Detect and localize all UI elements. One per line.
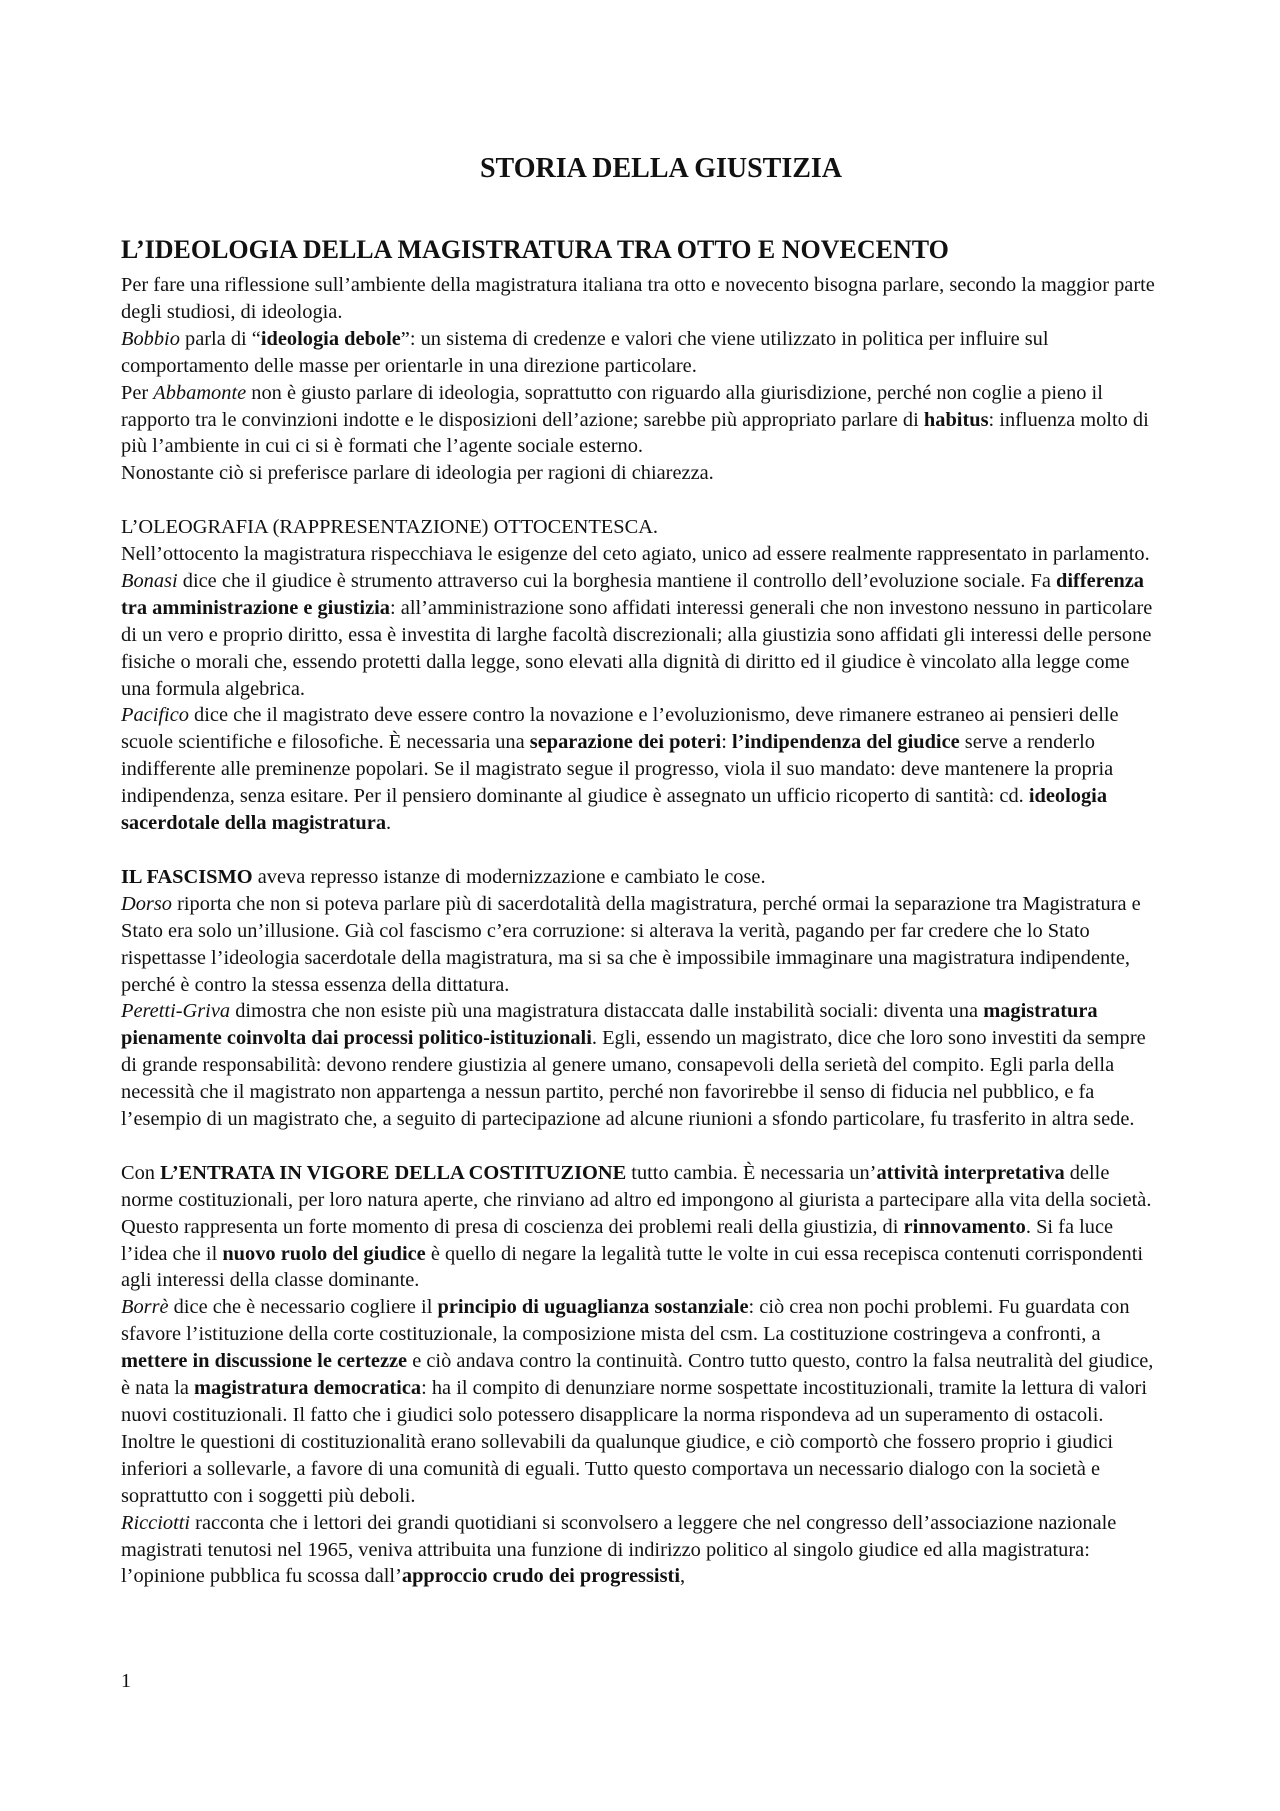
text: : ciò crea non pochi problemi. Fu guardata con sfavore l’istituzione della corte costituzionale, la composizione mista del csm. La costituzione costringeva a confronti, a — [121, 1296, 1130, 1346]
intro-paragraph-4 — [121, 460, 1161, 487]
page-number: 1 — [121, 1670, 131, 1692]
spacer — [121, 487, 1161, 514]
bold-term: approccio crudo dei progressisti — [401, 1565, 680, 1588]
page-content — [121, 150, 1161, 1590]
text: e ciò andava contro la continuità. Contro tutto questo, contro la falsa neutralità del giudice, è nata la — [121, 1350, 1154, 1400]
text: non è giusto parlare di ideologia, soprattutto con riguardo alla giurisdizione, perché non coglie a pieno il rapporto tra le convinzioni indotte e le disposizioni dell’azione; sarebbe più appropriato parlare di — [121, 381, 1103, 431]
text: aveva represso istanze di modernizzazione e cambiato le cose. — [252, 865, 766, 888]
text: riporta che non si poteva parlare più di sacerdotalità della magistratura, perché ormai la separazione tra Magistratura e Stato era solo un’illusione. Già col fascismo c’era corruzione: si alterava la verità, pagando per far credere che lo Stato rispettasse l’ideologia sacerdotale della magistratura, ma si sa che è impossibile immaginare una magistratura indipendente, perché è contro la stessa essenza della dittatura. — [121, 892, 1141, 996]
text: parla di “ — [179, 327, 261, 350]
bold-term: magistratura democratica — [194, 1377, 422, 1400]
author-ricciotti: Ricciotti — [121, 1511, 191, 1534]
text: tutto cambia. È necessaria un’ — [626, 1161, 877, 1184]
text: dice che il giudice è strumento attraverso cui la borghesia mantiene il controllo dell’evoluzione sociale. Fa — [177, 569, 1057, 592]
costituzione-paragraph-borre — [121, 1294, 1161, 1509]
bold-term: IL FASCISMO — [121, 865, 253, 888]
bold-term: habitus — [923, 408, 989, 431]
bold-term: attività interpretativa — [876, 1161, 1065, 1184]
bold-term: mettere in discussione le certezze — [121, 1350, 408, 1373]
chapter-heading: L’IDEOLOGIA DELLA MAGISTRATURA TRA OTTO E NOVECENTO — [121, 235, 949, 264]
author-dorso: Dorso — [121, 892, 172, 915]
fascismo-paragraph-peretti-griva — [121, 998, 1161, 1133]
text: : ha il compito di denunziare norme sospettate incostituzionali, tramite la lettura di valori nuovi costituzionali. Il fatto che i giudici solo potessero disapplicare la norma rispondeva ad un superamento di ostacoli. Inoltre le questioni di costituzionalità erano sollevabili da qualunque giudice, e ciò comportò che fossero proprio i giudici inferiori a sollevarle, a favore di una comunità di eguali. Tutto questo comportava un necessario dialogo con la società e soprattutto con i soggetti più deboli. — [121, 1377, 1148, 1507]
document-title: STORIA DELLA GIUSTIZIA — [479, 153, 843, 184]
spacer — [121, 1133, 1161, 1160]
bold-term: separazione dei poteri — [529, 731, 722, 754]
text: Nell’ottocento la magistratura rispecchiava le esigenze del ceto agiato, unico ad essere realmente rappresentato in parlamento. — [121, 543, 1150, 566]
text: dimostra che non esiste più una magistratura distaccata dalle instabilità sociali: diventa una — [230, 1000, 984, 1023]
bold-term: L’ENTRATA IN VIGORE DELLA COSTITUZIONE — [160, 1161, 627, 1184]
bold-term: differenza tra amministrazione e giustizia — [121, 569, 1145, 619]
text: dice che il magistrato deve essere contro la novazione e l’evoluzionismo, deve rimanere estraneo ai pensieri delle scuole scientifiche e filosofiche. È necessaria una — [121, 704, 1119, 754]
intro-paragraph-bobbio — [121, 326, 1161, 380]
costituzione-paragraph-1 — [121, 1160, 1161, 1295]
fascismo-paragraph-dorso — [121, 891, 1161, 999]
section-heading-text: L’OLEOGRAFIA (RAPPRESENTAZIONE) OTTOCENTESCA. — [121, 516, 659, 539]
costituzione-paragraph-ricciotti — [121, 1510, 1161, 1591]
bold-term: l’indipendenza del giudice — [731, 731, 960, 754]
bold-term: principio di uguaglianza sostanziale — [437, 1296, 749, 1319]
text: serve a renderlo indifferente alle preminenze popolari. Se il magistrato segue il progresso, viola il suo mandato: deve mantenere la propria indipendenza, senza esitare. Per il pensiero dominante al giudice è assegnato un ufficio ricoperto di santità: cd. — [121, 731, 1114, 808]
text: Con — [121, 1161, 161, 1184]
text: ”: un sistema di credenze e valori che viene utilizzato in politica per influire sul comportamento delle masse per orientarle in una direzione particolare. — [121, 327, 1049, 377]
text: : influenza molto di più l’ambiente in cui ci si è formati che l’agente sociale esterno. — [121, 408, 1149, 458]
intro-paragraph-abbamonte — [121, 380, 1161, 461]
fascismo-paragraph-1 — [121, 864, 1161, 891]
author-bobbio: Bobbio — [121, 327, 180, 350]
text: Per — [121, 381, 154, 404]
text: . Si fa luce l’idea che il — [121, 1215, 1114, 1265]
text: : all’amministrazione sono affidati interessi generali che non investono nessuno in particolare di un vero e proprio diritto, essa è investita di larghe facoltà discrezionali; alla giustizia sono affidati gli interessi delle persone fisiche o morali che, essendo protetti dalla legge, sono elevati alla dignità di diritto ed il giudice è vincolato alla legge come una formula algebrica. — [121, 596, 1153, 700]
author-borre: Borrè — [121, 1296, 169, 1319]
spacer — [121, 837, 1161, 864]
text: . — [386, 812, 392, 835]
oleografia-paragraph-1 — [121, 541, 1161, 568]
intro-text: Per fare una riflessione sull’ambiente della magistratura italiana tra otto e novecento bisogna parlare, secondo la maggior parte degli studiosi, di ideologia. — [121, 274, 1155, 323]
author-bonasi: Bonasi — [121, 569, 178, 592]
bold-term: ideologia sacerdotale della magistratura — [121, 785, 1108, 835]
text: . Egli, essendo un magistrato, dice che loro sono investiti da sempre di grande responsabilità: devono rendere giustizia al genere umano, consapevoli della serietà del compito. Egli parla della necessità che il magistrato non appartenga a nessun partito, perché non favorirebbe il senso di fiducia nel pubblico, e fa l’esempio di un magistrato che, a seguito di partecipazione ad alcune riunioni a sfondo particolare, fu trasferito in altra sede. — [121, 1027, 1146, 1131]
text: delle norme costituzionali, per loro natura aperte, che rinviano ad altro ed impongono al giurista a partecipare alla vita della società. Questo rappresenta un forte momento di presa di coscienza dei problemi reali della giustizia, di — [121, 1161, 1152, 1238]
text: : — [721, 731, 732, 754]
bold-term: magistratura pienamente coinvolta dai processi politico-istituzionali — [121, 1000, 1098, 1050]
text: , — [680, 1565, 686, 1588]
oleografia-paragraph-bonasi — [121, 568, 1161, 703]
author-abbamonte: Abbamonte — [153, 381, 247, 404]
oleografia-paragraph-pacifico — [121, 702, 1161, 837]
bold-term: nuovo ruolo del giudice — [222, 1242, 426, 1265]
intro-paragraph-1 — [121, 272, 1161, 326]
author-pacifico: Pacifico — [121, 704, 189, 727]
author-peretti-griva: Peretti-Griva — [121, 1000, 231, 1023]
bold-term: ideologia debole — [260, 327, 401, 350]
text: racconta che i lettori dei grandi quotidiani si sconvolsero a leggere che nel congresso dell’associazione nazionale magistrati tenutosi nel 1965, veniva attribuita una funzione di indirizzo politico al singolo giudice ed alla magistratura: l’opinione pubblica fu scossa dall’ — [121, 1511, 1117, 1588]
text: dice che è necessario cogliere il — [168, 1296, 438, 1319]
text: è quello di negare la legalità tutte le volte in cui essa recepisca contenuti corrispondenti agli interessi della classe dominante. — [121, 1242, 1144, 1292]
text: Nonostante ciò si preferisce parlare di ideologia per ragioni di chiarezza. — [121, 462, 714, 485]
bold-term: rinnovamento — [903, 1215, 1026, 1238]
section-heading-oleografia — [121, 514, 1161, 541]
